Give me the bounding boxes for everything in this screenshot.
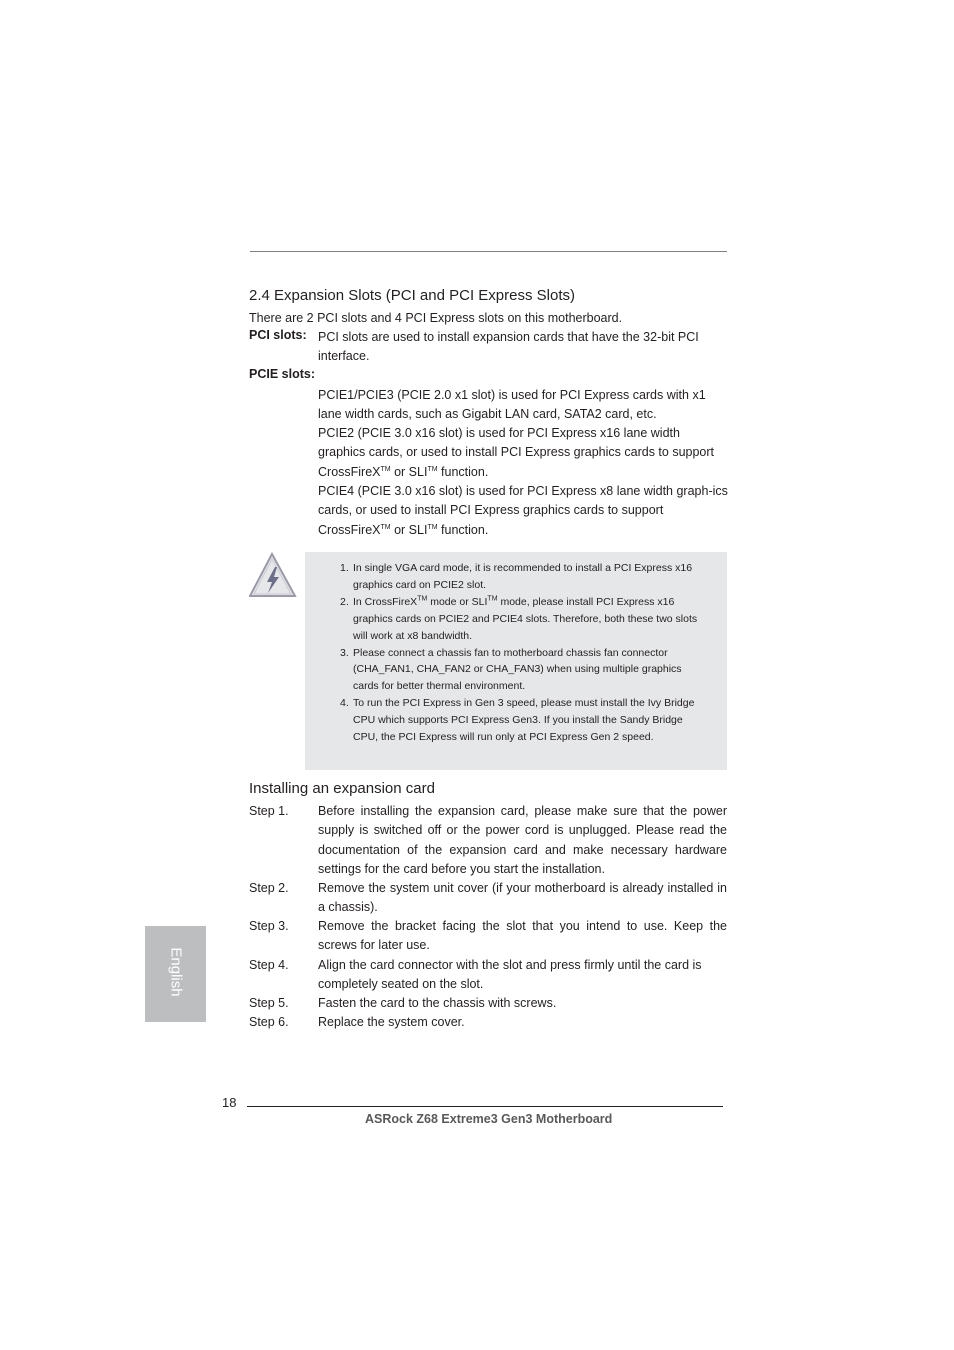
step-row [249,1013,727,1032]
step-label: Step 1. [249,804,289,818]
note-number: 3. [340,646,349,659]
step-row [249,802,727,879]
top-divider [250,251,727,252]
note-number: 4. [340,697,349,710]
step-label: Step 6. [249,1015,289,1029]
page-number: 18 [222,1095,237,1110]
step-row [249,917,727,956]
step-row [249,994,727,1013]
note-text: mode or SLI [427,595,488,608]
trademark-mark: TM [417,595,428,603]
note-list [336,560,702,746]
step-text: Fasten the card to the chassis with screws. [318,996,557,1010]
step-row [249,879,727,918]
pcie2-text-main: PCIE2 (PCIE 3.0 x16 slot) is used for PCI Express x16 lane width graphics cards, or used to install PCI Express graphics cards to support CrossFireX [318,426,715,479]
pcie4-text-main: PCIE4 (PCIE 3.0 x16 slot) is used for PCI Express x8 lane width graph-ics cards, or used to install PCI Express graphics cards to support CrossFireX [318,484,728,537]
install-title: Installing an expansion card [249,780,435,797]
function-text: function. [437,464,489,479]
note-text: mode, please install PCI Express x16 graphics cards on PCIE2 and PCIE4 slots. Therefore, both these two slots will work at x8 bandwidth. [353,595,698,642]
step-label: Step 5. [249,996,289,1010]
step-text: Before installing the expansion card, please make sure that the power supply is switched off or the power cord is unplugged. Please read the documentation of the expansion card and make necessary hardware settings for the card before you start the installation. [318,804,727,876]
step-text: Remove the bracket facing the slot that you intend to use. Keep the screws for later use. [318,919,727,953]
section-title: 2.4 Expansion Slots (PCI and PCI Express Slots) [249,287,575,304]
trademark-mark: TM [487,595,498,603]
footer-title: ASRock Z68 Extreme3 Gen3 Motherboard [365,1112,613,1126]
note-text: To run the PCI Express in Gen 3 speed, please must install the Ivy Bridge CPU which supports PCI Express Gen3. If you install the Sandy Bridge CPU, the PCI Express will run only at PCI Express Gen 2 speed. [353,697,695,744]
pcie2-text [318,424,728,482]
or-sli-text: or SLI [390,464,428,479]
trademark-mark: TM [380,465,391,473]
intro-text: There are 2 PCI slots and 4 PCI Express slots on this motherboard. [249,311,623,325]
step-text: Align the card connector with the slot and press firmly until the card is completely seated on the slot. [318,958,702,992]
trademark-mark: TM [427,523,438,531]
pci-slots-text: PCI slots are used to install expansion cards that have the 32-bit PCI interface. [318,330,699,364]
step-label: Step 4. [249,958,289,972]
note-text: Please connect a chassis fan to motherboard chassis fan connector (CHA_FAN1, CHA_FAN2 or CHA_FAN3) when using multiple graphics cards for better thermal environment. [353,646,682,693]
note-text: In CrossFireX [353,595,418,608]
pcie4-text [318,482,728,540]
or-sli-text: or SLI [390,522,428,537]
step-label: Step 3. [249,919,289,933]
note-item [336,594,702,645]
language-tab-label: English [167,947,185,997]
warning-icon [249,551,299,601]
step-text: Remove the system unit cover (if your motherboard is already installed in a chassis). [318,881,727,915]
pcie-slots-label: PCIE slots: [249,367,315,381]
note-item [336,560,702,594]
step-text: Replace the system cover. [318,1015,465,1029]
trademark-mark: TM [427,465,438,473]
trademark-mark: TM [380,523,391,531]
note-item [336,695,702,746]
step-label: Step 2. [249,881,289,895]
note-item [336,645,702,696]
footer-divider [247,1106,723,1107]
step-row [249,956,727,995]
function-text: function. [437,522,489,537]
note-number: 1. [340,562,349,574]
note-text: In single VGA card mode, it is recommended to install a PCI Express x16 graphics card on PCIE2 slot. [353,562,693,591]
pcie1-text: PCIE1/PCIE3 (PCIE 2.0 x1 slot) is used for PCI Express cards with x1 lane width cards, such as Gigabit LAN card, SATA2 card, etc. [318,388,706,422]
note-number: 2. [340,595,349,608]
pci-slots-label: PCI slots: [249,328,307,342]
